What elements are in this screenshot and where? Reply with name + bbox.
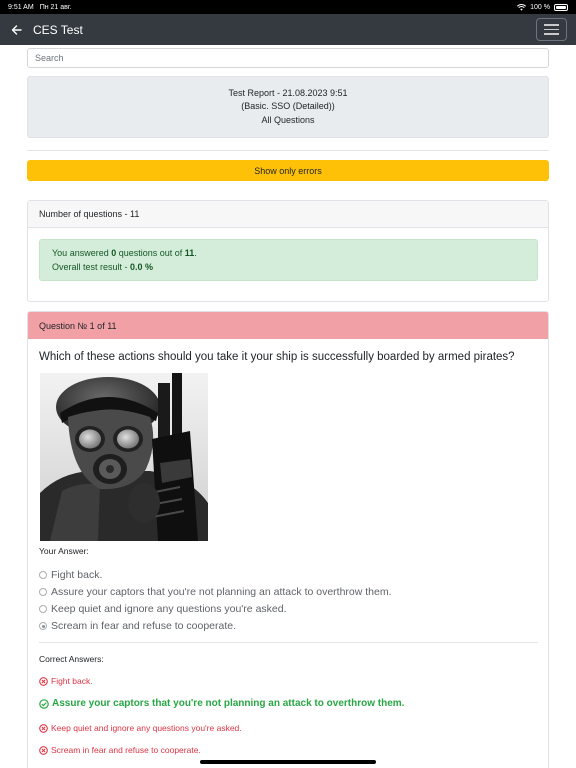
app-title: CES Test — [33, 22, 83, 37]
question-count: Number of questions - 11 — [39, 209, 140, 219]
question-number: Question № 1 of 11 — [39, 320, 117, 331]
result-value: 0.0 % — [130, 262, 154, 272]
correct-answer-item: Fight back. — [39, 676, 93, 686]
report-scope: All Questions — [261, 114, 315, 125]
answer-option[interactable]: Keep quiet and ignore any questions you're asked. — [39, 603, 287, 615]
total-count: 11 — [184, 248, 195, 258]
question-header — [28, 312, 548, 339]
divider — [39, 642, 538, 643]
correct-answer-item: Scream in fear and refuse to cooperate. — [39, 745, 201, 755]
search-input[interactable] — [27, 48, 549, 68]
home-indicator[interactable] — [200, 760, 376, 764]
question-image — [40, 373, 208, 541]
summary-card — [27, 200, 549, 302]
answered-count: 0 — [111, 248, 117, 258]
x-circle-icon — [39, 677, 48, 686]
search-placeholder: Search — [35, 53, 64, 63]
question-card — [27, 311, 549, 768]
radio-icon — [39, 571, 47, 579]
battery-percent: 100 % — [530, 3, 550, 11]
show-only-errors-label: Show only errors — [254, 165, 322, 176]
check-circle-icon — [39, 699, 49, 709]
show-only-errors-button[interactable] — [27, 160, 549, 181]
your-answer-label: Your Answer: — [39, 546, 89, 556]
x-circle-icon — [39, 724, 48, 733]
back-arrow-icon[interactable] — [9, 23, 23, 37]
radio-icon — [39, 605, 47, 613]
report-title: Test Report - 21.08.2023 9:51 — [228, 87, 348, 98]
divider — [27, 150, 549, 151]
result-line: Overall test result - 0.0 % — [52, 262, 154, 272]
menu-button[interactable] — [536, 18, 567, 41]
report-summary-box — [27, 76, 549, 138]
answer-option-selected[interactable]: Scream in fear and refuse to cooperate. — [39, 620, 236, 632]
correct-answers-label: Correct Answers: — [39, 654, 104, 664]
question-text: Which of these actions should you take it your ship is successfully boarded by armed pirates? — [39, 351, 515, 363]
hamburger-icon — [544, 24, 559, 26]
answered-line: You answered 0 questions out of 11. — [52, 248, 197, 258]
answer-option[interactable]: Fight back. — [39, 569, 102, 581]
summary-card-header — [28, 201, 548, 228]
status-date: Пн 21 авг. — [39, 3, 72, 11]
navbar — [0, 14, 576, 45]
result-alert — [39, 239, 538, 281]
answer-option[interactable]: Assure your captors that you're not planning an attack to overthrow them. — [39, 586, 392, 598]
report-test-name: (Basic. SSO (Detailed)) — [241, 101, 335, 112]
radio-icon — [39, 588, 47, 596]
radio-checked-icon — [39, 622, 47, 630]
battery-icon — [554, 4, 568, 11]
status-time: 9:51 AM — [8, 3, 34, 11]
correct-answer-item: Assure your captors that you're not planning an attack to overthrow them. — [39, 698, 404, 709]
x-circle-icon — [39, 746, 48, 755]
wifi-icon — [517, 4, 526, 11]
correct-answer-item: Keep quiet and ignore any questions you're asked. — [39, 723, 242, 733]
status-bar — [0, 0, 576, 14]
